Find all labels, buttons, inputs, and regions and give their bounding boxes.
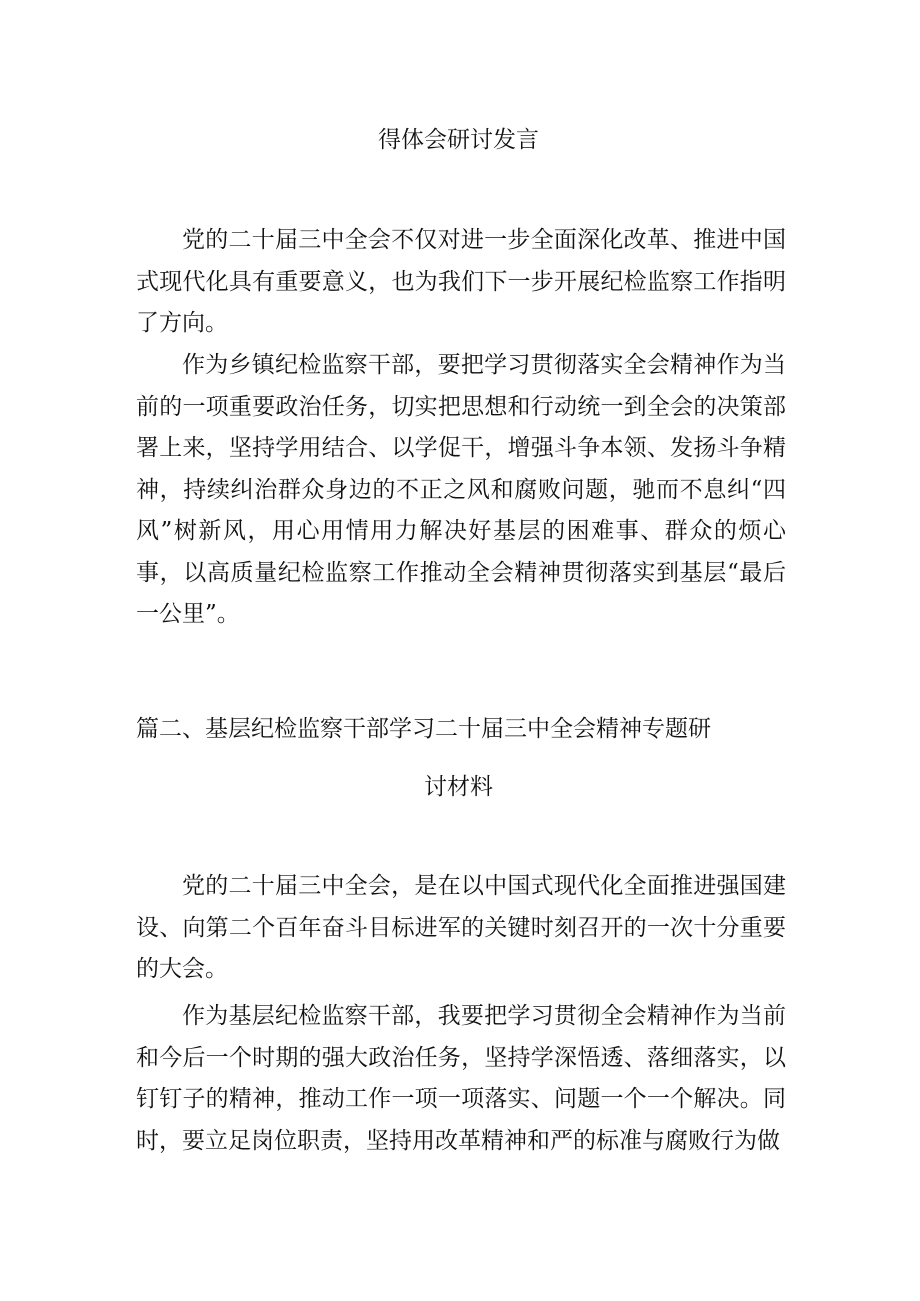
paragraph-1: 党的二十届三中全会不仅对进一步全面深化改革、推进中国式现代化具有重要意义，也为我们下一步开展纪检监察工作指明了方向。 xyxy=(136,227,786,336)
paragraph-2: 作为乡镇纪检监察干部，要把学习贯彻落实全会精神作为当前的一项重要政治任务，切实把思想和行动统一到全会的决策部署上来，坚持学用结合、以学促干，增强斗争本领、发扬斗争精神，持续纠治群众身边的不正之风和腐败问题，驰而不息纠“四风”树新风，用心用情用力解决好基层的困难事、群众的烦心事，以高质量纪检监察工作推动全会精神贯彻落实到基层“最后一公里”。 xyxy=(136,352,786,627)
section-heading-line-1: 篇二、基层纪检监察干部学习二十届三中全会精神专题研 xyxy=(136,716,711,742)
paragraph-4: 作为基层纪检监察干部，我要把学习贯彻全会精神作为当前和今后一个时期的强大政治任务，坚持学深悟透、落细落实，以钉钉子的精神，推动工作一项一项落实、问题一个一个解决。同时，要立足岗位职责，坚持用改革精神和严的标准与腐败行为做 xyxy=(136,1003,786,1154)
document-title: 得体会研讨发言 xyxy=(378,127,539,153)
paragraph-3: 党的二十届三中全会，是在以中国式现代化全面推进强国建设、向第二个百年奋斗目标进军的关键时刻召开的一次十分重要的大会。 xyxy=(136,873,786,982)
section-heading-line-2: 讨材料 xyxy=(424,774,493,800)
